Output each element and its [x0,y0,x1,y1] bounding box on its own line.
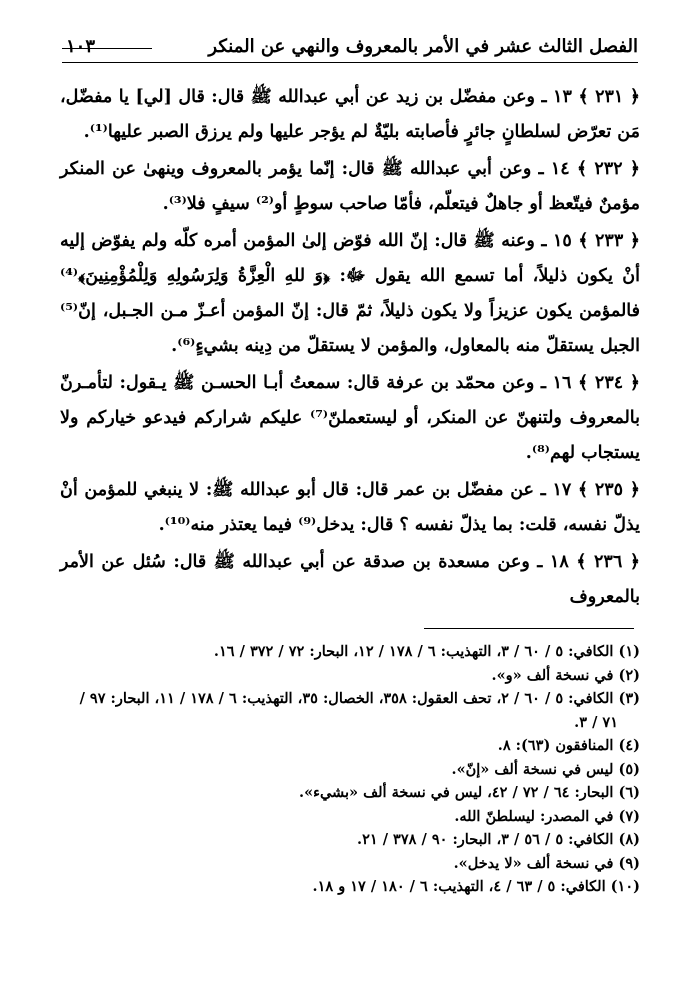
hadith-232: ﴿ ٢٣٢ ﴾ ١٤ ـ وعن أبي عبدالله ﷺ قال: إنّما يؤمر بالمعروف وينهىٰ عن المنكر مؤمنٌ فيتّعظ أو جاهلٌ فيتعلّم، فأمّا صاحب سوطٍ أو⁽²⁾ سيفٍ فلا⁽³⁾. [60,159,640,214]
footnote-4: (٤) المنافقون (٦٣): ٨. [497,737,640,754]
footnote-3: (٣) الكافي: ٥ / ٦٠ / ٢، تحف العقول: ٣٥٨، الخصال: ٣٥، التهذيب: ٦ / ١٧٨ / ١١، البحار: ٩٧ / ٧١ / ٣. [79,690,640,731]
footnote-separator [424,628,634,629]
footnote-2: (٢) في نسخة ألف «و». [491,666,640,684]
hadith-234: ﴿ ٢٣٤ ﴾ ١٦ ـ وعن محمّد بن عرفة قال: سمعتُ أبـا الحسـن ﷺ يـقول: لتأمـرنّ بالمعروف ولتنهنّ عن المنكر، أو ليستعملنّ⁽⁷⁾ عليكم شراركم فيدعو خياركم ولا يستجاب لهم⁽⁸⁾. [60,373,640,463]
footnote-10: (١٠) الكافي: ٥ / ٦٣ / ٤، التهذيب: ٦ / ١٨٠ / ١٧ و ١٨. [312,878,640,895]
hadith-235: ﴿ ٢٣٥ ﴾ ١٧ ـ عن مفضّل بن عمر قال: قال أبو عبدالله ﷺ: لا ينبغي للمؤمن أنْ يذلّ نفسه، قلت: بما يذلّ نفسه ؟ قال: يدخل⁽⁹⁾ فيما يعتذر منه⁽¹⁰⁾. [60,480,640,535]
footnote-1: (١) الكافي: ٥ / ٦٠ / ٣، التهذيب: ٦ / ١٧٨ / ١٢، البحار: ٧٢ / ٣٧٢ / ١٦. [213,643,640,660]
footnote-8: (٨) الكافي: ٥ / ٥٦ / ٣، البحار: ٩٠ / ٣٧٨ / ٢١. [357,831,640,848]
hadith-233: ﴿ ٢٣٣ ﴾ ١٥ ـ وعنه ﷺ قال: إنّ الله فوّض إلىٰ المؤمن أمره كلّه ولم يفوّض إليه أنْ يكون ذليلاً، أما تسمع الله يقول ﷻ: ﴿وَ للهِ الْعِزَّةُ وَلِرَسُولِهِ وَلِلْمُؤْمِنِينَ﴾⁽⁴⁾ فالمؤمن يكون عزيزاً ولا يكون ذليلاً، ثمّ قال: إنّ المؤمن أعـزّ مـن الجـبل، إنّ⁽⁵⁾ الجبل يستقلّ منه بالمعاول، والمؤمن لا يستقلّ من دِينه بشيءٍ⁽⁶⁾. [60,231,640,356]
footnote-6: (٦) البحار: ٦٤ / ٧٢ / ٤٢، ليس في نسخة ألف «بشيء». [299,784,640,801]
chapter-title: الفصل الثالث عشر في الأمر بالمعروف والنهي عن المنكر [208,36,638,57]
main-text [60,80,640,617]
footnote-9: (٩) في نسخة ألف «لا يدخل». [453,854,640,872]
footnote-5: (٥) ليس في نسخة ألف «إنّ». [451,760,640,778]
footnotes [60,640,640,899]
header-rule [62,62,638,63]
hadith-236: ﴿ ٢٣٦ ﴾ ١٨ ـ وعن مسعدة بن صدقة عن أبي عبدالله ﷺ قال: سُئل عن الأمر بالمعروف [60,552,640,607]
header-divider [62,48,152,49]
hadith-231: ﴿ ٢٣١ ﴾ ١٣ ـ وعن مفضّل بن زيد عن أبي عبدالله ﷺ قال: قال [لي] يا مفضّل، مَن تعرّض لسلطانٍ جائرٍ فأصابته بليّةٌ لم يؤجر عليها ولم يرزق الصبر عليها⁽¹⁾. [60,87,640,142]
running-header [62,32,638,58]
page-number: ١٠٣ [66,36,96,57]
footnote-7: (٧) في المصدر: ليسلطنّ الله. [454,807,640,825]
